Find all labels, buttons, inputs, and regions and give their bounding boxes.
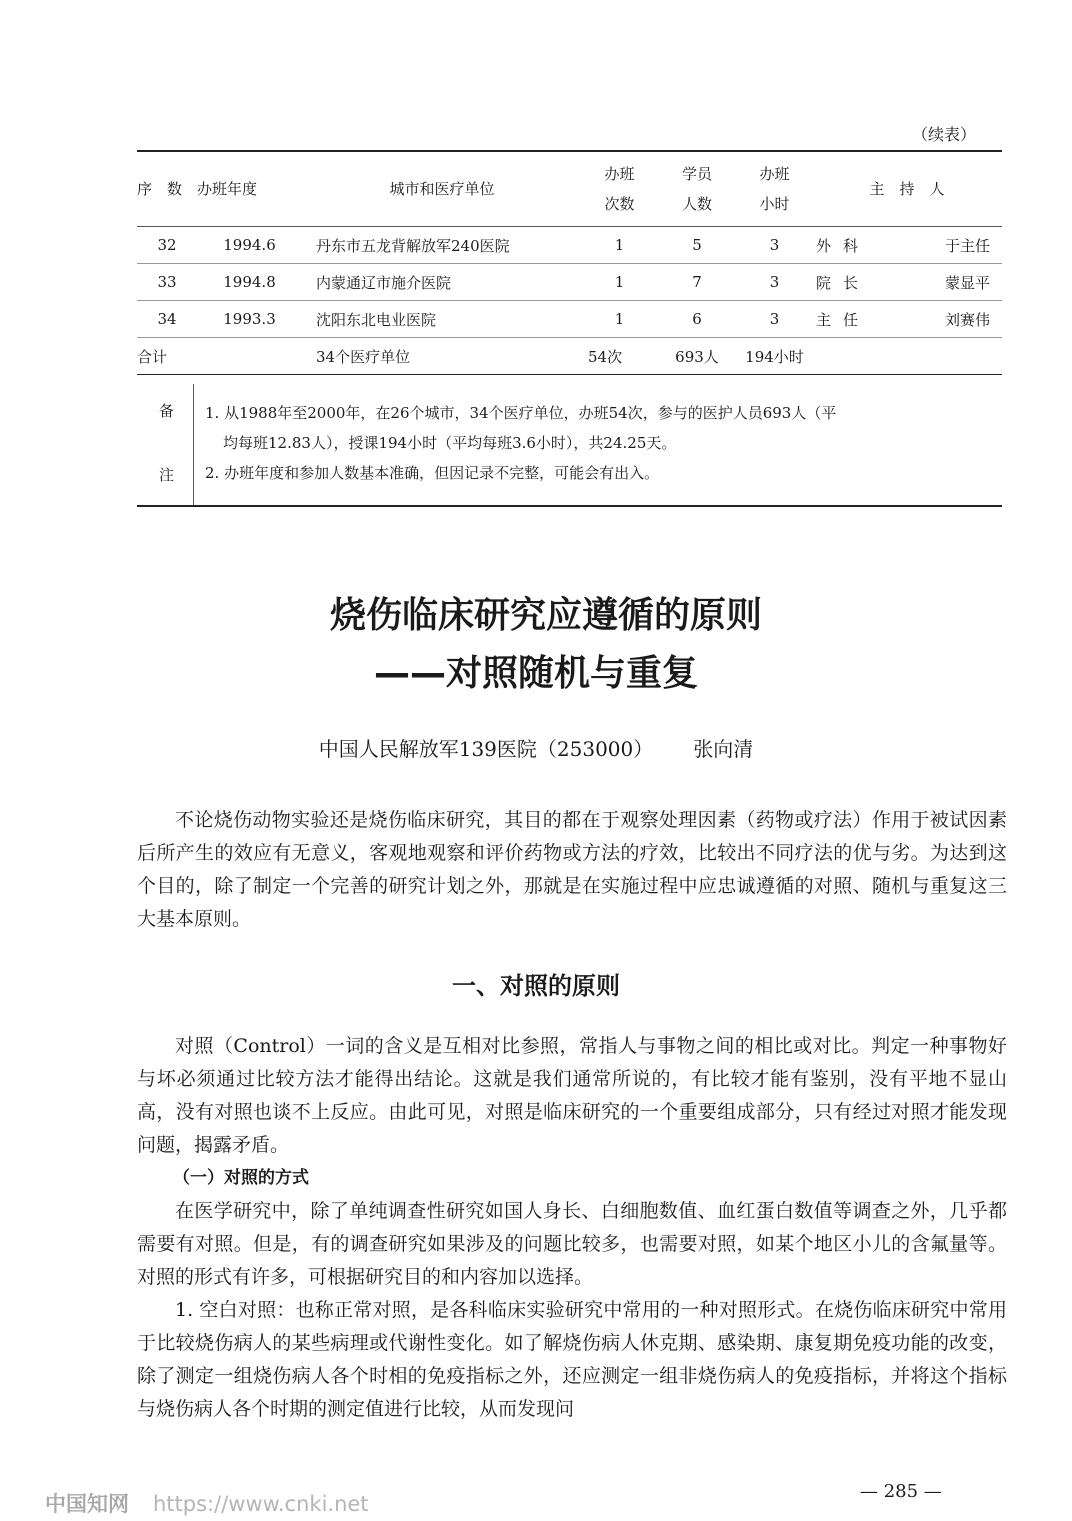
cell-students: 7 xyxy=(657,264,737,301)
article-title: 烧伤临床研究应遵循的原则 xyxy=(329,595,762,636)
cell-sessions: 1 xyxy=(582,264,657,301)
author-line xyxy=(0,733,1072,762)
cell-seq: 34 xyxy=(137,301,197,338)
table-continued-label: （续表） xyxy=(911,125,976,144)
paragraph: 1. 空白对照：也称正常对照，是各科临床实验研究中常用的一种对照形式。在烧伤临床研究中常用于比较烧伤病人的某些病理或代谢性变化。如了解烧伤病人休克期、感染期、康复期免疫功能的改变，除了测定一组烧伤病人各个时相的免疫指标之外，还应测定一组非烧伤病人的免疫指标，并将这个指标与烧伤病人各个时期的测定值进行比较，从而发现问 xyxy=(137,1299,1007,1420)
header-sessions: 办班 次数 xyxy=(582,151,657,227)
article-subtitle: ——对照随机与重复 xyxy=(373,653,698,694)
notes-text xyxy=(205,398,995,488)
author-unit: 中国人民解放军139医院（253000） xyxy=(318,737,654,761)
note-1a: 1. 从1988年至2000年，在26个城市，34个医疗单位，办班54次，参与的医护人员693人（平 xyxy=(205,404,837,422)
author-name: 张向清 xyxy=(693,737,754,761)
header-year: 办班年度 xyxy=(197,151,302,227)
table-header-row xyxy=(137,151,1002,227)
table-notes xyxy=(137,384,1002,507)
header-seq: 序 数 xyxy=(137,151,197,227)
intro-block xyxy=(137,804,1007,936)
header-unit: 城市和医疗单位 xyxy=(302,151,582,227)
table-row xyxy=(137,301,1002,338)
cell-total-label: 合计 xyxy=(137,338,197,375)
notes-label: 备 注 xyxy=(137,384,194,505)
cell-unit: 沈阳东北电业医院 xyxy=(302,301,582,338)
cell-total-students: 693人 xyxy=(657,338,737,375)
note-2: 2. 办班年度和参加人数基本准确，但因记录不完整，可能会有出入。 xyxy=(205,464,660,482)
paragraph: 对照（Control）一词的含义是互相对比参照，常指人与事物之间的相比或对比。判定一种事物好与坏必须通过比较方法才能得出结论。这就是我们通常所说的，有比较才能有鉴别，没有平地不显山高，没有对照也谈不上反应。由此可见，对照是临床研究的一个重要组成部分，只有经过对照才能发现问题，揭露矛盾。 xyxy=(137,1035,1007,1156)
table-row xyxy=(137,227,1002,264)
intro-paragraph: 不论烧伤动物实验还是烧伤临床研究，其目的都在于观察处理因素（药物或疗法）作用于被试因素后所产生的效应有无意义，客观地观察和评价药物或方法的疗效，比较出不同疗法的优与劣。为达到这个目的，除了制定一个完善的研究计划之外，那就是在实施过程中应忠诚遵循的对照、随机与重复这三大基本原则。 xyxy=(137,809,1007,930)
table-total-row xyxy=(137,338,1002,375)
paragraph: 在医学研究中，除了单纯调查性研究如国人身长、白细胞数值、血红蛋白数值等调查之外，几乎都需要有对照。但是，有的调查研究如果涉及的问题比较多，也需要对照，如某个地区小儿的含氟量等。对照的形式有许多，可根据研究目的和内容加以选择。 xyxy=(137,1200,1007,1288)
header-host: 主 持 人 xyxy=(812,151,1002,227)
section-heading: 一、对照的原则 xyxy=(452,972,620,1000)
cell-hours: 3 xyxy=(737,227,812,264)
subsection-heading: （一）对照的方式 xyxy=(173,1168,309,1188)
cell-unit: 内蒙通辽市施介医院 xyxy=(302,264,582,301)
cell-year: 1993.3 xyxy=(197,301,302,338)
cell-total-hours: 194小时 xyxy=(737,338,812,375)
cell-host: 主任 刘赛伟 xyxy=(812,301,1002,338)
cnki-url: https://www.cnki.net xyxy=(153,1492,369,1516)
header-hours: 办班 小时 xyxy=(737,151,812,227)
cell-unit: 丹东市五龙背解放军240医院 xyxy=(302,227,582,264)
table-row xyxy=(137,264,1002,301)
training-table xyxy=(137,150,1002,375)
cell-hours: 3 xyxy=(737,301,812,338)
header-students: 学员 人数 xyxy=(657,151,737,227)
cell-empty xyxy=(812,338,1002,375)
body-block xyxy=(137,1030,1007,1426)
cnki-watermark xyxy=(45,1488,369,1518)
cell-students: 5 xyxy=(657,227,737,264)
cell-year: 1994.8 xyxy=(197,264,302,301)
cell-year: 1994.6 xyxy=(197,227,302,264)
cell-seq: 32 xyxy=(137,227,197,264)
cnki-logo: 中国知网 xyxy=(45,1492,129,1516)
cell-hours: 3 xyxy=(737,264,812,301)
cell-total-unit: 34个医疗单位 xyxy=(302,338,582,375)
cell-host: 院长 蒙显平 xyxy=(812,264,1002,301)
cell-host: 外科 于主任 xyxy=(812,227,1002,264)
cell-sessions: 1 xyxy=(582,227,657,264)
note-1b: 均每班12.83人），授课194小时（平均每班3.6小时），共24.25天。 xyxy=(223,434,677,452)
cell-sessions: 1 xyxy=(582,301,657,338)
cell-seq: 33 xyxy=(137,264,197,301)
page-number: — 285 — xyxy=(860,1481,942,1502)
cell-students: 6 xyxy=(657,301,737,338)
cell-total-sessions: 54次 xyxy=(582,338,657,375)
cell-empty xyxy=(197,338,302,375)
